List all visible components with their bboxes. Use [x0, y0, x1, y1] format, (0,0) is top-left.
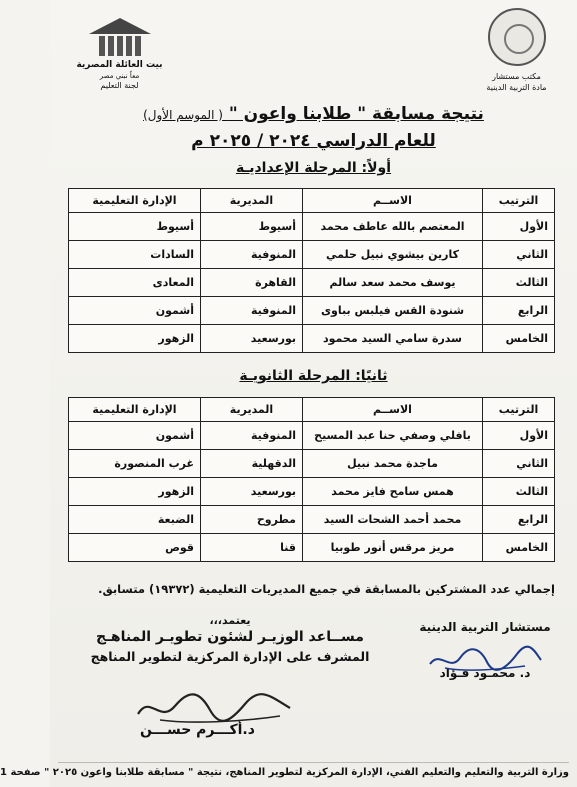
ministry-logo [464, 8, 569, 92]
title-main: نتيجة مسابقة " طلابنا واعون " [228, 104, 484, 124]
approver-subtitle: المشرف على الإدارة المركزية لتطوير المناهج [90, 649, 370, 664]
name-cell: شنودة القس فيلبس بباوى [303, 297, 483, 325]
name-cell: سدرة سامي السيد محمود [303, 325, 483, 353]
prep-results-table [68, 188, 555, 353]
col-gov-header: المديرية [201, 189, 303, 213]
table-row [69, 269, 555, 297]
office-label: مكتب مستشار [492, 72, 541, 81]
table-row [69, 325, 555, 353]
approver-signature-block [90, 614, 370, 738]
advisor-role: مستشار التربية الدينية [419, 620, 551, 634]
admin-cell: الزهور [69, 478, 201, 506]
gov-cell: أسيوط [201, 213, 303, 241]
subject-label: مادة التربية الدينية [486, 83, 547, 92]
name-cell: كارين بيشوي نبيل حلمي [303, 241, 483, 269]
rank-cell: الرابع [483, 506, 555, 534]
rank-cell: الثاني [483, 241, 555, 269]
house-icon [89, 18, 151, 58]
participants-total: إجمالي عدد المشتركين بالمسابقة في جميع المديريات التعليمية (١٩٣٧٢) متسابق. [98, 582, 555, 596]
admin-cell: أشمون [69, 422, 201, 450]
admin-cell: غرب المنصورة [69, 450, 201, 478]
approver-name: د.أكـــرم حســـن [140, 722, 255, 738]
gov-cell: المنوفية [201, 297, 303, 325]
col-name-header: الاســم [303, 189, 483, 213]
rank-cell: الثاني [483, 450, 555, 478]
rank-cell: الخامس [483, 534, 555, 562]
gov-cell: المنوفية [201, 422, 303, 450]
gov-cell: بورسعيد [201, 325, 303, 353]
advisor-signature-icon [425, 642, 545, 676]
name-cell: يوسف محمد سعد سالم [303, 269, 483, 297]
table-header-row [69, 189, 555, 213]
academic-year: للعام الدراسي ٢٠٢٤ / ٢٠٢٥ م [191, 131, 436, 151]
admin-cell: السادات [69, 241, 201, 269]
gov-cell: قنا [201, 534, 303, 562]
table-row [69, 506, 555, 534]
col-gov-header: المديرية [201, 398, 303, 422]
rank-cell: الثالث [483, 478, 555, 506]
col-name-header: الاســم [303, 398, 483, 422]
table-row [69, 213, 555, 241]
col-rank-header: الترتيب [483, 189, 555, 213]
table-row [69, 478, 555, 506]
admin-cell: الزهور [69, 325, 201, 353]
approver-title: مســاعد الوزيـر لشئون تطويـر المناهـج [96, 629, 364, 645]
admin-cell: المعادى [69, 269, 201, 297]
ministry-seal-icon [488, 8, 546, 66]
gov-cell: المنوفية [201, 241, 303, 269]
name-cell: بافلي وصفي حنا عبد المسيح [303, 422, 483, 450]
table-row [69, 297, 555, 325]
gov-cell: بورسعيد [201, 478, 303, 506]
approved-label: يعتمد،،، [209, 614, 251, 627]
table-header-row [69, 398, 555, 422]
brand-slogan: معاً نبني مصر [99, 72, 140, 80]
admin-cell: أسيوط [69, 213, 201, 241]
col-admin-header: الإدارة التعليمية [69, 189, 201, 213]
advisor-name: د. محمـود فـؤاد [439, 666, 531, 680]
admin-cell: أشمون [69, 297, 201, 325]
prep-heading: أولاً: المرحلة الإعداديـة [235, 160, 392, 176]
col-rank-header: الترتيب [483, 398, 555, 422]
name-cell: ماجدة محمد نبيل [303, 450, 483, 478]
table-row [69, 241, 555, 269]
name-cell: همس سامح فايز محمد [303, 478, 483, 506]
committee-label: لجنة التعليم [100, 81, 139, 90]
gov-cell: الدقهلية [201, 450, 303, 478]
name-cell: مريز مرقس أنور طوبيا [303, 534, 483, 562]
name-cell: محمد أحمد الشحات السيد [303, 506, 483, 534]
gov-cell: القاهرة [201, 269, 303, 297]
family-house-logo [72, 18, 167, 90]
rank-cell: الخامس [483, 325, 555, 353]
table-row [69, 534, 555, 562]
title-season: ( الموسم الأول) [143, 108, 223, 122]
rank-cell: الرابع [483, 297, 555, 325]
brand-name: بيت العائلة المصرية [76, 60, 163, 70]
page-footer: وزارة التربية والتعليم والتعليم الفني، الإدارة المركزية لتطوير المناهج، نتيجة " مسابقة طلابنا واعون ٢٠٢٥ " صفحة 1 [58, 762, 569, 778]
table-row [69, 422, 555, 450]
rank-cell: الأول [483, 213, 555, 241]
col-admin-header: الإدارة التعليمية [69, 398, 201, 422]
rank-cell: الأول [483, 422, 555, 450]
sec-heading: ثانيًا: المرحلة الثانويـة [239, 368, 388, 384]
admin-cell: قوص [69, 534, 201, 562]
page-title [50, 104, 577, 124]
name-cell: المعتصم بالله عاطف محمد [303, 213, 483, 241]
gov-cell: مطروح [201, 506, 303, 534]
advisor-signature-block [415, 620, 555, 680]
sec-results-table [68, 397, 555, 562]
admin-cell: الضبعة [69, 506, 201, 534]
rank-cell: الثالث [483, 269, 555, 297]
table-row [69, 450, 555, 478]
approver-signature-icon [130, 684, 300, 728]
